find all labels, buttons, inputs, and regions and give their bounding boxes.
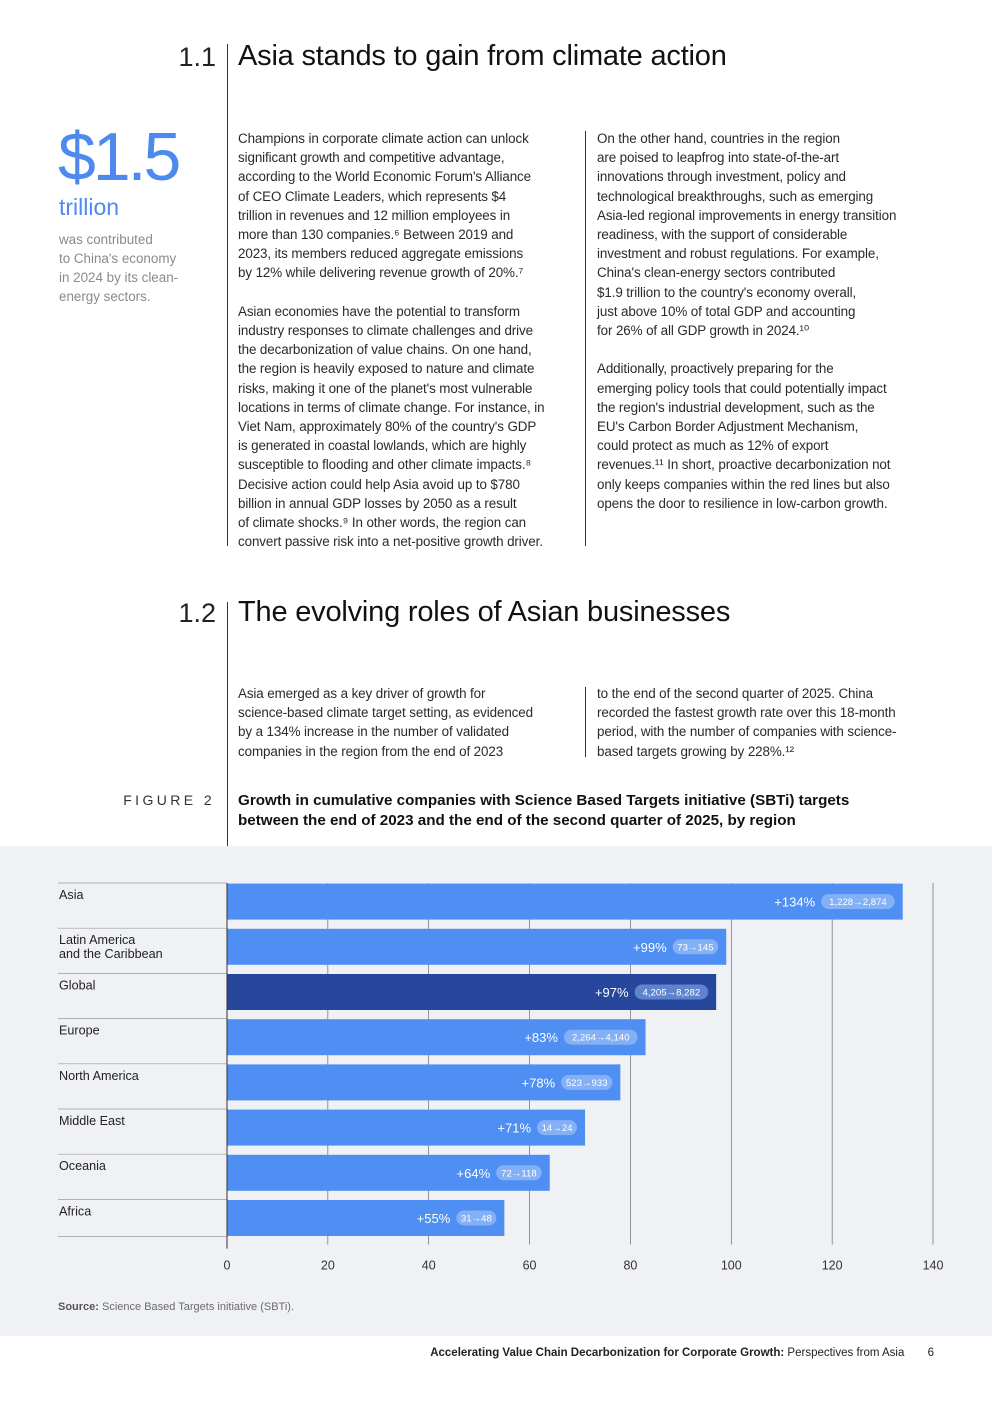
category-label: Middle East xyxy=(59,1114,125,1128)
tick-label: 120 xyxy=(821,1258,843,1273)
column-divider xyxy=(585,131,586,546)
count-label: 2,264→4,140 xyxy=(571,1032,630,1044)
category-label: Africa xyxy=(59,1204,92,1219)
body-column-2: to the end of the second quarter of 2025. China recorded the fastest growth rate over this 18-month period, with the number of companies with science- based targets growing by 228%.¹² xyxy=(597,686,897,759)
count-label: 31→48 xyxy=(460,1213,492,1225)
value-label: +64% xyxy=(456,1165,491,1181)
page-footer xyxy=(430,1347,934,1359)
page-number: 6 xyxy=(927,1347,934,1359)
figure-label: FIGURE 2 xyxy=(123,792,215,808)
count-label: 4,205→8,282 xyxy=(642,987,701,999)
source-label: Source: xyxy=(58,1301,99,1313)
section-divider xyxy=(227,602,228,846)
category-label: Latin America and the Caribbean xyxy=(59,933,163,962)
footer-title-bold: Accelerating Value Chain Decarbonization for Corporate Growth: xyxy=(430,1347,785,1359)
section-number: 1.1 xyxy=(178,42,216,72)
tick-label: 100 xyxy=(720,1258,742,1273)
source-note xyxy=(58,1301,294,1313)
value-label: +71% xyxy=(497,1120,532,1136)
tick-label: 80 xyxy=(623,1258,638,1273)
tick-label: 0 xyxy=(223,1258,231,1273)
tick-label: 20 xyxy=(320,1258,335,1273)
column-divider xyxy=(585,687,586,757)
value-label: +97% xyxy=(594,985,629,1000)
tick-label: 40 xyxy=(421,1258,436,1273)
category-label: Europe xyxy=(59,1023,100,1038)
section-number: 1.2 xyxy=(178,598,216,628)
count-label: 14→24 xyxy=(541,1123,573,1135)
section-title: Asia stands to gain from climate action xyxy=(238,40,727,72)
count-label: 523→933 xyxy=(565,1077,608,1089)
value-label: +99% xyxy=(633,939,667,955)
count-label: 73→145 xyxy=(677,942,714,954)
value-label: +55% xyxy=(416,1211,451,1226)
value-label: +134% xyxy=(774,894,816,910)
stat-value: $1.5 xyxy=(58,119,179,195)
count-label: 72→118 xyxy=(501,1168,537,1180)
category-label: Asia xyxy=(59,888,84,902)
category-label: Global xyxy=(59,978,96,993)
tick-label: 60 xyxy=(522,1258,537,1273)
footer-title-rest: Perspectives from Asia xyxy=(787,1347,905,1359)
body-column-1: Asia emerged as a key driver of growth for science-based climate target setting, as evidenced by a 134% increase in the number of validated companies in the region from the end of 2023 xyxy=(238,686,533,759)
stat-unit: trillion xyxy=(59,194,120,220)
stat-description: was contributed to China's economy in 2024 by its clean- energy sectors. xyxy=(59,232,179,304)
body-column-2: On the other hand, countries in the region are poised to leapfrog into state-of-the-art innovations through investment, policy and technological breakthroughs, such as emerging Asia-led regional improvements in energy transition readiness, with the support of considerable investment and robust regulations. For example, China's clean-energy sectors contributed $1.9 trillion to the country's economy overall, just above 10% of total GDP and accounting for 26% of all GDP growth in 2024.¹⁰ Additionally, proactively preparing for the emerging policy tools that could potentially impact the region's industrial development, such as the EU's Carbon Border Adjustment Mechanism, could protect as much as 12% of export revenues.¹¹ In short, proactive decarbonization not only keeps companies within the red lines but also opens the door to resilience in low-carbon growth. xyxy=(597,131,897,511)
body-column-1: Champions in corporate climate action can unlock significant growth and competitive advantage, according to the World Economic Forum's Alliance of CEO Climate Leaders, which represents $4 trillion in revenues and 12 million employees in more than 130 companies.⁶ Between 2019 and 2023, its members reduced aggregate emissions by 12% while delivering revenue growth of 20%.⁷ Asian economies have the potential to transform industry responses to climate challenges and drive the decarbonization of value chains. On one hand, the region is heavily exposed to nature and climate risks, making it one of the planet's most vulnerable locations in terms of climate change. For instance, in Viet Nam, approximately 80% of the country's GDP is generated in coastal lowlands, which are highly susceptible to flooding and other climate impacts.⁸ Decisive action could help Asia avoid up to $780 billion in annual GDP losses by 2050 as a result of climate shocks.⁹ In other words, the region can convert passive risk into a net-positive growth driver. xyxy=(238,131,545,550)
chart-panel xyxy=(0,846,992,1336)
bar-chart xyxy=(0,846,992,1296)
value-label: +78% xyxy=(521,1075,556,1091)
source-text: Science Based Targets initiative (SBTi). xyxy=(102,1301,295,1313)
category-label: Oceania xyxy=(59,1159,106,1174)
figure-title: Growth in cumulative companies with Science Based Targets initiative (SBTi) targets between the end of 2023 and the end of the second quarter of 2025, by region xyxy=(238,792,850,829)
count-label: 1,228→2,874 xyxy=(829,897,887,909)
section-divider xyxy=(227,44,228,546)
bar xyxy=(227,1110,585,1146)
category-label: North America xyxy=(59,1068,139,1083)
tick-label: 140 xyxy=(922,1258,944,1273)
value-label: +83% xyxy=(524,1030,558,1046)
section-title: The evolving roles of Asian businesses xyxy=(238,596,731,628)
